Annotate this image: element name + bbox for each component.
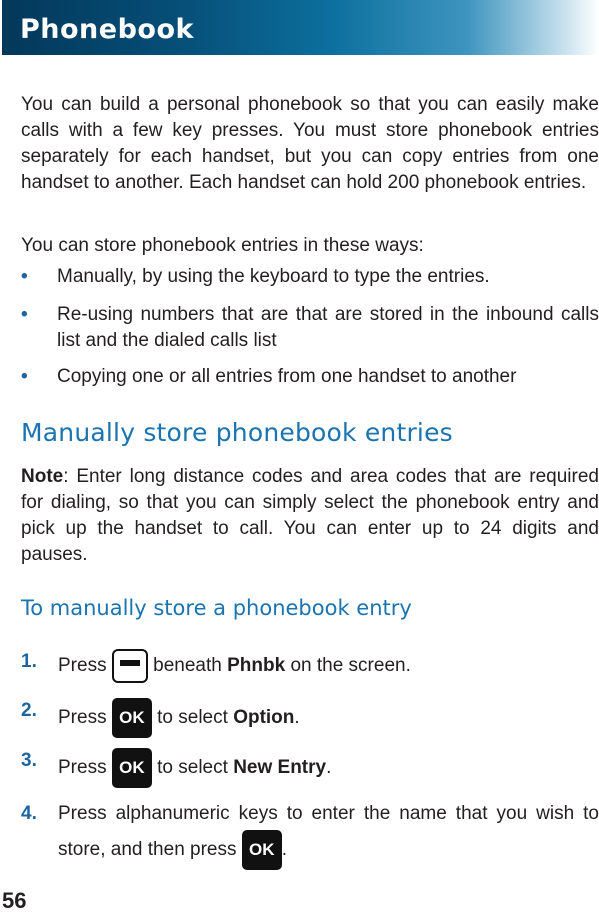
step-number: 4. (21, 803, 37, 824)
bullet-text: Re-using numbers that are that are stored in the inbound calls list and the dialed calls list (57, 304, 599, 351)
step-number: 3. (21, 750, 37, 771)
list-item (21, 264, 599, 290)
procedure-heading: To manually store a phonebook entry (21, 596, 412, 620)
step-bold-term: Option (233, 707, 295, 729)
step-3 (21, 748, 599, 788)
ways-intro: You can store phonebook entries in these ways: (21, 235, 424, 256)
step-text (58, 797, 599, 870)
step-2 (21, 698, 599, 738)
step-text (58, 698, 599, 738)
section-heading: Manually store phonebook entries (21, 418, 453, 447)
note-label: Note (21, 466, 64, 487)
step-4 (21, 797, 599, 870)
step-bold-term: New Entry (233, 757, 327, 779)
ok-key-icon: OK (112, 698, 152, 738)
step-text-pre: Press (58, 757, 107, 779)
note-text: : Enter long distance codes and area codes that are required for dialing, so that you can simply select the phonebook entry and pick up the handset to call. You can enter up to 24 digits and pauses. (21, 466, 599, 565)
bullet-icon: • (21, 266, 28, 287)
step-text (58, 748, 599, 788)
step-number: 1. (21, 651, 37, 672)
softkey-icon (112, 649, 148, 683)
step-number: 2. (21, 700, 37, 721)
header-banner (2, 0, 599, 55)
page-number: 56 (2, 888, 27, 913)
bullet-icon: • (21, 304, 28, 325)
list-item (21, 302, 599, 354)
step-text-main: Press alphanumeric keys to enter the name that you wish to store, and then press (58, 803, 599, 861)
step-text-mid: beneath (153, 655, 222, 677)
step-text-mid: to select (157, 757, 228, 779)
step-text-pre: Press (58, 655, 107, 677)
ok-key-icon: OK (112, 748, 152, 788)
intro-paragraph: You can build a personal phonebook so that you can easily make calls with a few key presses. You must store phonebook entries separately for each handset, but you can copy entries from one handset to another. Each handset can hold 200 phonebook entries. (21, 94, 599, 193)
step-text-post: . (281, 839, 288, 861)
bullet-text: Manually, by using the keyboard to type the entries. (57, 266, 490, 287)
step-text-post: . (294, 707, 300, 729)
step-1 (21, 649, 599, 683)
bullet-icon: • (21, 366, 28, 387)
step-text-post: . (326, 757, 332, 779)
bullet-text: Copying one or all entries from one handset to another (57, 366, 517, 387)
page-title: Phonebook (20, 14, 194, 45)
step-text (58, 649, 599, 683)
step-text-pre: Press (58, 707, 107, 729)
step-text-post: on the screen. (290, 655, 411, 677)
note-paragraph (21, 464, 599, 568)
ok-key-icon: OK (242, 830, 282, 870)
step-bold-term: Phnbk (227, 655, 286, 677)
step-text-mid: to select (157, 707, 228, 729)
list-item (21, 364, 599, 390)
